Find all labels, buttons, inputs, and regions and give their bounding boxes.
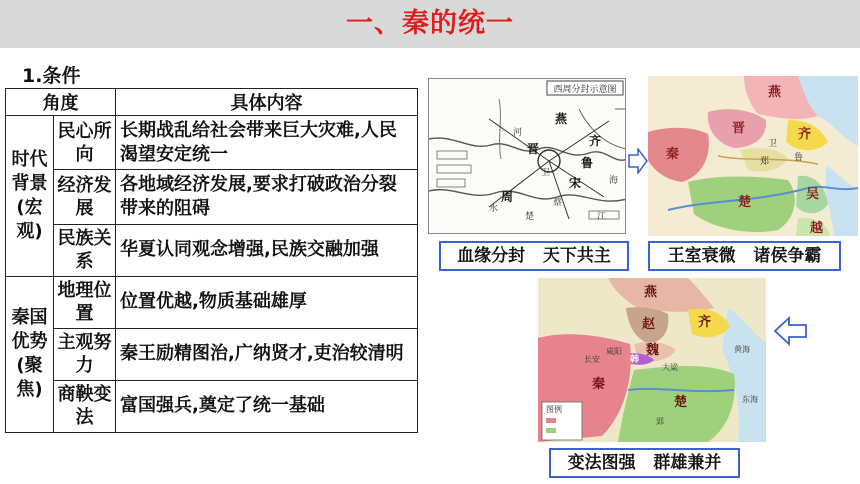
header-content: 具体内容 xyxy=(116,89,418,116)
map2-label: 鲁 xyxy=(794,153,804,163)
section-label: 1.条件 xyxy=(22,65,81,87)
aspect-cell: 民心所向 xyxy=(54,116,116,170)
western-zhou-map-svg xyxy=(429,79,626,234)
content-cell: 长期战乱给社会带来巨大灾难,人民渴望安定统一 xyxy=(116,116,418,170)
map2-label: 燕 xyxy=(768,85,782,100)
warring-states-map xyxy=(538,278,766,442)
map1-title: 西周分封示意图 xyxy=(553,85,617,95)
map1-label: 晋 xyxy=(527,142,540,156)
map1-label: 鲁 xyxy=(581,156,594,170)
map2-label: 郑 xyxy=(760,157,770,167)
map2-label: 吴 xyxy=(806,187,820,202)
spring-autumn-map-svg xyxy=(648,76,858,236)
table-row xyxy=(6,276,418,328)
map1-label: 江 xyxy=(597,212,607,222)
map3-legend-title: 图例 xyxy=(546,405,562,414)
map1-label: 宋 xyxy=(569,176,582,190)
map3-label: 黄海 xyxy=(734,345,750,354)
map1-label: 水 xyxy=(489,204,499,214)
content-cell: 位置优越,物质基础雄厚 xyxy=(116,276,418,328)
map3-label: 赵 xyxy=(642,317,656,332)
map3-label: 长安 xyxy=(584,355,600,364)
western-zhou-map xyxy=(428,78,626,234)
table-row xyxy=(6,328,418,380)
table-row xyxy=(6,170,418,224)
table-row xyxy=(6,224,418,276)
aspect-cell: 主观努力 xyxy=(54,328,116,380)
group-qin-advantage: 秦国优势(聚焦) xyxy=(6,276,54,432)
map1-label: 海 xyxy=(609,176,619,186)
aspect-cell: 地理位置 xyxy=(54,276,116,328)
map2-label: 秦 xyxy=(666,147,680,162)
map2-label: 越 xyxy=(810,221,824,236)
map2-label: 卫 xyxy=(768,139,778,149)
caption-spring-autumn: 王室衰微 诸侯争霸 xyxy=(648,241,841,271)
arrow-right-icon xyxy=(628,148,648,174)
map3-label: 魏 xyxy=(646,343,660,358)
content-cell: 富国强兵,奠定了统一基础 xyxy=(116,380,418,432)
map1-label: 周 xyxy=(501,190,514,204)
caption-warring-states: 变法图强 群雄兼并 xyxy=(549,448,740,478)
aspect-cell: 商鞅变法 xyxy=(54,380,116,432)
map1-label: 河 xyxy=(513,128,523,138)
map1-label: 楚 xyxy=(525,212,535,222)
content-cell: 华夏认同观念增强,民族交融加强 xyxy=(116,224,418,276)
map2-label: 齐 xyxy=(798,127,812,142)
aspect-cell: 民族关系 xyxy=(54,224,116,276)
map3-label: 东海 xyxy=(742,395,758,404)
map3-label: 韩 xyxy=(630,355,640,365)
map1-label: 卫 xyxy=(541,168,551,178)
map1-label: 蔡 xyxy=(553,198,563,208)
arrow-left-icon xyxy=(773,316,807,346)
caption-western-zhou: 血缘分封 天下共主 xyxy=(439,241,629,271)
content-cell: 各地域经济发展,要求打破政治分裂带来的阻碍 xyxy=(116,170,418,224)
map1-label: 齐 xyxy=(589,134,602,148)
map3-label: 燕 xyxy=(644,285,658,300)
map3-label: 楚 xyxy=(674,395,688,410)
warring-states-map-svg xyxy=(538,278,766,442)
table-row xyxy=(6,380,418,432)
aspect-cell: 经济发展 xyxy=(54,170,116,224)
map3-label: 郢 xyxy=(656,417,664,426)
map2-label: 晋 xyxy=(732,121,746,136)
content-cell: 秦王励精图治,广纳贤才,吏治较清明 xyxy=(116,328,418,380)
conditions-table xyxy=(5,88,418,433)
map2-label: 楚 xyxy=(738,195,752,210)
map3-label: 秦 xyxy=(592,377,606,392)
page-title: 一、秦的统一 xyxy=(346,8,514,39)
table-header-row xyxy=(6,89,418,116)
spring-autumn-map xyxy=(648,76,858,236)
table-row xyxy=(6,116,418,170)
map1-label: 燕 xyxy=(555,112,568,126)
group-era-background: 时代背景(宏观) xyxy=(6,116,54,277)
map3-label: 齐 xyxy=(698,315,712,330)
header-aspect: 角度 xyxy=(6,89,116,116)
map3-label: 咸阳 xyxy=(606,347,622,356)
map3-label: 大梁 xyxy=(662,363,678,372)
